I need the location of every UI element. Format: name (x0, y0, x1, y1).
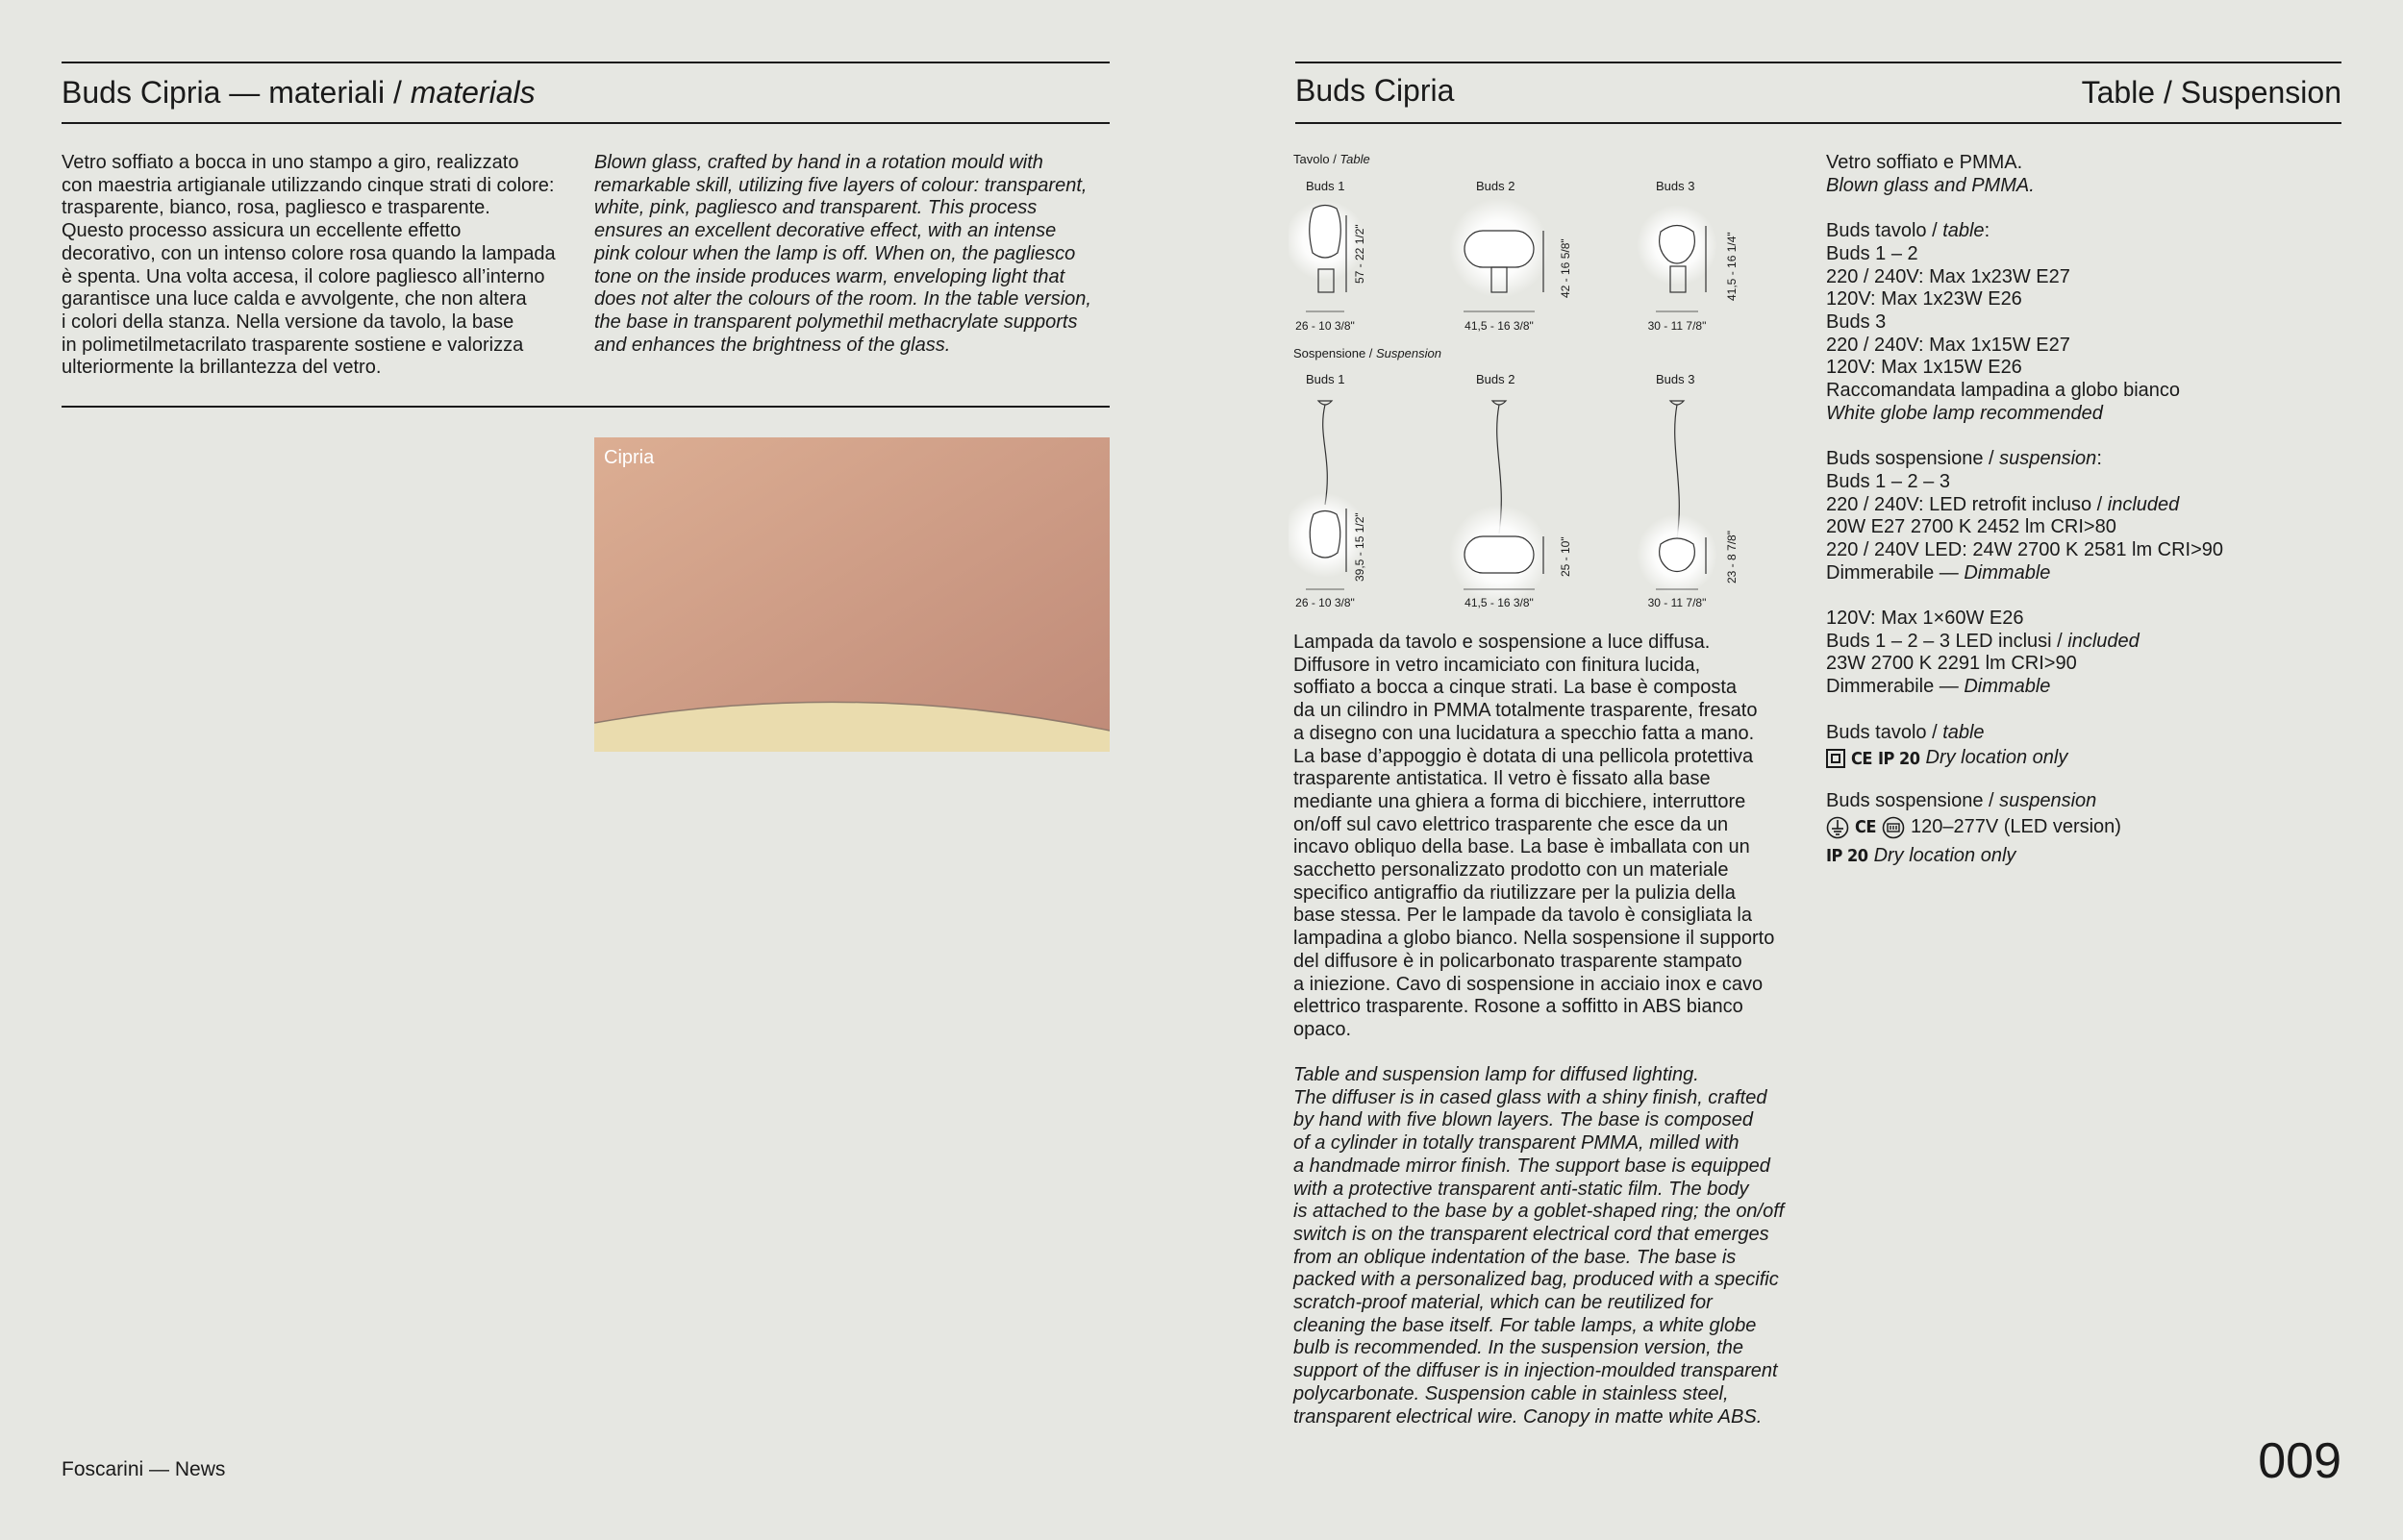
product-subtitle: Table / Suspension (2081, 75, 2341, 110)
technical-specs (1826, 152, 2345, 871)
spec-suspension-line: 20W E27 2700 K 2452 lm CRI>80 (1826, 516, 2116, 538)
spec-us-dimmable: Dimmerabile — Dimmable (1826, 676, 2051, 698)
spec-us-line: Buds 1 – 2 – 3 LED inclusi / included (1826, 630, 2140, 652)
spec-table-line: 120V: Max 1x15W E26 (1826, 357, 2022, 379)
table-buds1-height: 57 - 22 1/2" (1353, 224, 1366, 284)
cert-table-heading: Buds tavolo / table (1826, 721, 1985, 743)
table-buds1-label: Buds 1 (1306, 179, 1345, 193)
spec-suspension-line: 220 / 240V LED: 24W 2700 K 2581 lm CRI>90 (1826, 538, 2224, 560)
materials-text-en: Blown glass, crafted by hand in a rotation mould with remarkable skill, utilizing five layers of colour: transparent, white, pink, pagliesco and transparent. This process ensures an excellent decorative effect, with an intense pink colour when the lamp is off. When on, the pagliesco tone on the inside produces warm, enveloping light that does not alter the colours of the room. In the table version, the base in transparent polymethil methacrylate supports and enhances the brightness of the glass. (594, 152, 1091, 356)
table-buds3-height: 41,5 - 16 1/4" (1725, 232, 1739, 301)
table-buds3-width: 30 - 11 7/8" (1647, 319, 1707, 333)
footer-brand: Foscarini — News (62, 1458, 226, 1480)
suspension-diagram-heading: Sospensione / Suspension (1293, 346, 1441, 360)
page-number: 009 (2258, 1433, 2341, 1489)
suspension-buds2-width: 41,5 - 16 3/8" (1464, 596, 1534, 609)
spec-suspension-line: 220 / 240V: LED retrofit incluso / included (1826, 493, 2180, 515)
top-rule-left (62, 62, 1110, 63)
swatch-label: Cipria (604, 447, 655, 468)
suspension-buds3-label: Buds 3 (1656, 372, 1695, 386)
spec-suspension-heading: Buds sospensione / suspension: (1826, 448, 2102, 470)
table-buds2-width: 41,5 - 16 3/8" (1464, 319, 1534, 333)
description-it: Lampada da tavolo e sospensione a luce diffusa. Diffusore in vetro incamiciato con finitura lucida, soffiato a bocca a cinque strati. La base è composta da un cilindro in PMMA totalmente trasparente, fresato a disegno con una lucidatura a specchio fatta a mano. La base d’appoggio è dotata di una pellicola protettiva trasparente antistatica. Il vetro è fissato alla base mediante una ghiera a forma di bicchiere, interruttore on/off sul cavo elettrico trasparente che esce da un incavo obliquo della base. La base è imballata con un sacchetto personalizzato prodotto con un materiale specifico antigraffio da riutilizzare per la pulizia della base stessa. Per le lampade da tavolo è consigliata la lampadina a globo bianco. Nella sospensione il supporto del diffusore è in policarbonato trasparente stampato a iniezione. Cavo di sospensione in acciaio inox e cavo elettrico trasparente. Rosone a soffitto in ABS bianco opaco. (1293, 632, 1775, 1040)
dimension-diagrams (1289, 149, 1750, 615)
ground-icon (1826, 816, 1849, 839)
ce-mark: CE (1855, 817, 1876, 838)
suspension-buds3-height: 23 - 8 7/8" (1725, 531, 1739, 584)
suspension-buds1-width: 26 - 10 3/8" (1295, 596, 1355, 609)
spec-table-line: Raccomandata lampadina a globo bianco (1826, 380, 2181, 402)
title-rule-left (62, 122, 1110, 124)
description-en: Table and suspension lamp for diffused lighting. The diffuser is in cased glass with a shiny finish, crafted by hand with five blown layers. The base is composed of a cylinder in totally transparent PMMA, milled with a handmade mirror finish. The support base is equipped with a protective transparent anti-static film. The body is attached to the base by a goblet-shaped ring; the on/off switch is on the transparent electrical cord that emerges from an oblique indentation of the base. The base is packed with a personalized bag, produced with a specific scratch-proof material, which can be reutilized for cleaning the base itself. For table lamps, a white globe bulb is recommended. In the suspension version, the support of the diffuser is in injection-moulded transparent polycarbonate. Suspension cable in stainless steel, transparent electrical wire. Canopy in matte white ABS. (1293, 1064, 1785, 1428)
spec-us-line: 120V: Max 1×60W E26 (1826, 608, 2024, 630)
suspension-buds2-height: 25 - 10" (1559, 536, 1572, 577)
ce-mark: CE (1851, 748, 1872, 769)
cipria-color-swatch (594, 437, 1110, 752)
spec-table-line: 220 / 240V: Max 1x23W E27 (1826, 265, 2070, 287)
product-title: Buds Cipria (1295, 73, 1455, 108)
top-rule-right (1295, 62, 2341, 63)
spec-suspension-line: Buds 1 – 2 – 3 (1826, 470, 1950, 492)
spec-material: Vetro soffiato e PMMA. (1826, 152, 2023, 173)
dry-location-note: Dry location only (1873, 845, 2016, 867)
spec-table-line: 120V: Max 1x23W E26 (1826, 288, 2022, 310)
table-buds1-width: 26 - 10 3/8" (1295, 319, 1355, 333)
spec-table-line: Buds 3 (1826, 310, 1887, 333)
double-insulation-icon (1826, 749, 1845, 768)
cert-suspension-heading: Buds sospensione / suspension (1826, 790, 2097, 812)
suspension-buds1-label: Buds 1 (1306, 372, 1345, 386)
spec-table-recommend-en: White globe lamp recommended (1826, 402, 2103, 424)
suspension-buds3-width: 30 - 11 7/8" (1647, 596, 1707, 609)
ip-rating: IP 20 (1877, 748, 1920, 769)
table-buds2-height: 42 - 16 5/8" (1559, 238, 1572, 298)
spec-table-heading: Buds tavolo / table: (1826, 220, 1990, 242)
section-rule-left (62, 406, 1110, 408)
suspension-buds1-height: 39,5 - 15 1/2" (1353, 512, 1366, 582)
title-rule-right (1295, 122, 2341, 124)
spec-us-line: 23W 2700 K 2291 lm CRI>90 (1826, 653, 2077, 675)
cert-table-row (1826, 744, 2345, 773)
voltage-range: 120–277V (LED version) (1910, 816, 2121, 838)
spec-material-en: Blown glass and PMMA. (1826, 174, 2035, 196)
etl-listed-icon (1882, 816, 1905, 839)
table-buds3-label: Buds 3 (1656, 179, 1695, 193)
dry-location-note: Dry location only (1925, 747, 2068, 769)
materials-text-it: Vetro soffiato a bocca in uno stampo a giro, realizzato con maestria artigianale utilizzando cinque strati di colore: trasparente, bianco, rosa, pagliesco e trasparente. Questo processo assicura un eccellente effetto decorativo, con un intenso colore rosa quando la lampada è spenta. Una volta accesa, il colore pagliesco all’interno garantisce una luce calda e avvolgente, che non altera i colori della stanza. Nella versione da tavolo, la base in polimetilmetacrilato trasparente sostiene e valorizza ulteriormente la brillantezza del vetro. (62, 152, 556, 379)
cert-suspension-ip-row (1826, 842, 2345, 871)
suspension-buds2-label: Buds 2 (1476, 372, 1515, 386)
spec-table-line: 220 / 240V: Max 1x15W E27 (1826, 334, 2070, 356)
table-buds2-label: Buds 2 (1476, 179, 1515, 193)
table-diagram-heading: Tavolo / Table (1293, 152, 1370, 166)
spec-suspension-dimmable: Dimmerabile — Dimmable (1826, 561, 2051, 584)
cert-suspension-row (1826, 813, 2345, 842)
ip-rating: IP 20 (1826, 846, 1868, 867)
spec-table-line: Buds 1 – 2 (1826, 242, 1918, 264)
left-page-title: Buds Cipria — materiali / materials (62, 75, 536, 110)
